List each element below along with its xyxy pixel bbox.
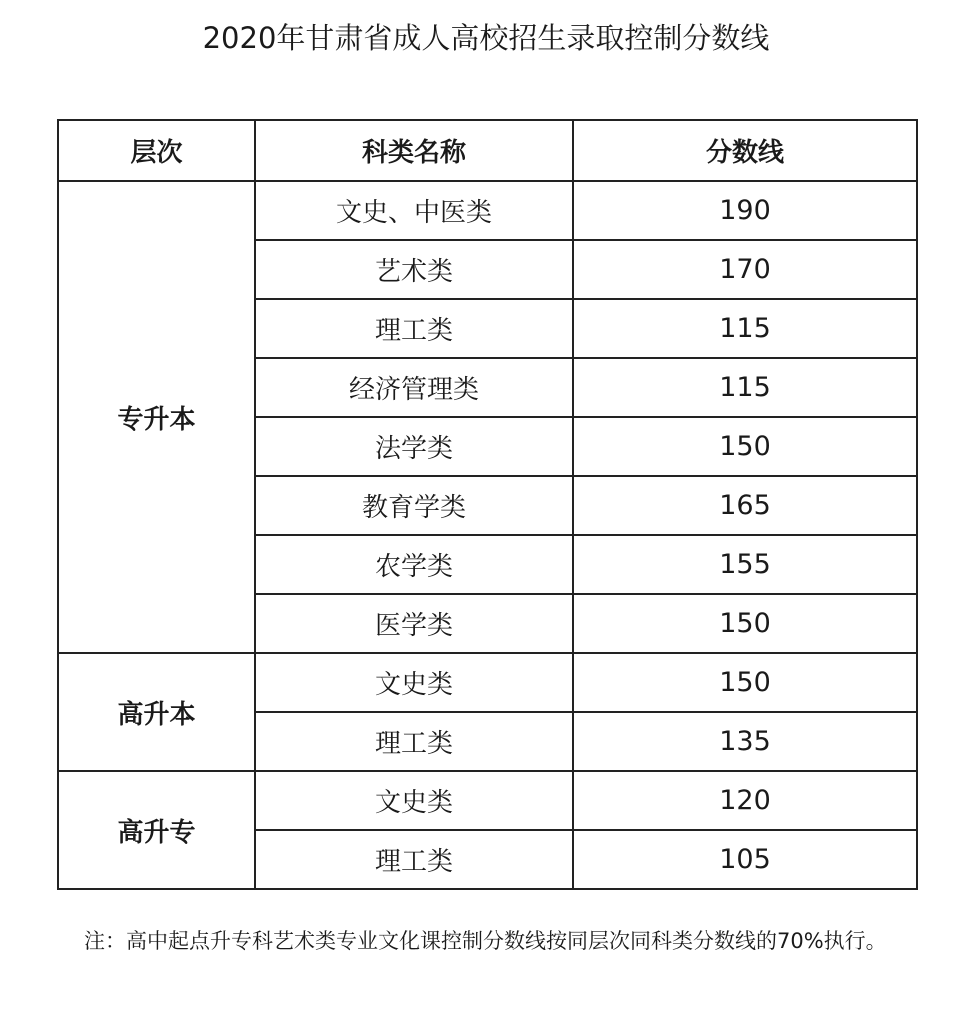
header-score: 分数线 (573, 120, 917, 181)
score-cell: 190 (573, 181, 917, 240)
header-level: 层次 (58, 120, 255, 181)
category-cell: 经济管理类 (255, 358, 573, 417)
score-cell: 155 (573, 535, 917, 594)
score-cell: 165 (573, 476, 917, 535)
score-cell: 115 (573, 358, 917, 417)
category-cell: 理工类 (255, 830, 573, 889)
category-cell: 文史类 (255, 653, 573, 712)
page-title: 2020年甘肃省成人高校招生录取控制分数线 (202, 21, 770, 55)
score-cell: 120 (573, 771, 917, 830)
category-cell: 文史、中医类 (255, 181, 573, 240)
score-table (57, 119, 918, 890)
score-cell: 150 (573, 653, 917, 712)
score-cell: 150 (573, 594, 917, 653)
category-cell: 法学类 (255, 417, 573, 476)
score-cell: 150 (573, 417, 917, 476)
level-cell: 专升本 (58, 181, 255, 653)
score-cell: 105 (573, 830, 917, 889)
category-cell: 艺术类 (255, 240, 573, 299)
category-cell: 理工类 (255, 712, 573, 771)
category-cell: 理工类 (255, 299, 573, 358)
category-cell: 医学类 (255, 594, 573, 653)
table-row (58, 771, 917, 830)
level-cell: 高升本 (58, 653, 255, 771)
footnote: 注：高中起点升专科艺术类专业文化课控制分数线按同层次同科类分数线的70%执行。 (84, 929, 887, 953)
level-cell: 高升专 (58, 771, 255, 889)
header-category: 科类名称 (255, 120, 573, 181)
score-cell: 170 (573, 240, 917, 299)
score-cell: 115 (573, 299, 917, 358)
table-row (58, 653, 917, 712)
score-cell: 135 (573, 712, 917, 771)
category-cell: 文史类 (255, 771, 573, 830)
table-row (58, 181, 917, 240)
category-cell: 农学类 (255, 535, 573, 594)
category-cell: 教育学类 (255, 476, 573, 535)
table-header-row (58, 120, 917, 181)
